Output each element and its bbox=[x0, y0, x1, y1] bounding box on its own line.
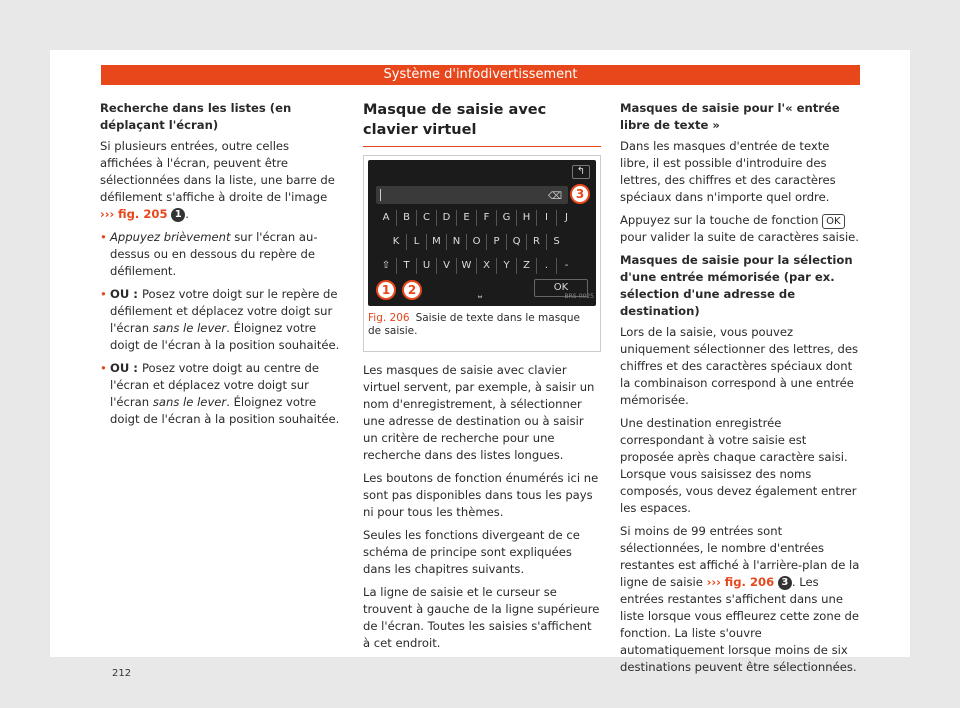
ok-key-symbol: OK bbox=[822, 214, 844, 229]
paragraph: Une destination enregistrée correspondant à votre saisie est proposée après chaque caractère saisi. Lorsque vous saisissez des noms composés, vous devez également entrer les espaces. bbox=[620, 416, 857, 515]
key-row3-4: W bbox=[456, 258, 476, 274]
space-key-icon: ⎵ bbox=[478, 287, 482, 298]
delete-icon: ⌫ bbox=[547, 191, 562, 202]
figure-206 bbox=[363, 155, 601, 352]
paragraph: La ligne de saisie et le curseur se trouvent à gauche de la ligne supérieure de l'écran. Toutes les saisies s'affichent à cet endroit. bbox=[363, 585, 600, 650]
keyboard-row-3 bbox=[376, 258, 576, 274]
paragraph: Seules les fonctions divergeant de ce schéma de principe sont expliquées dans les chapitres suivants. bbox=[363, 528, 580, 576]
key-row3-0: ⇧ bbox=[381, 260, 391, 271]
callout-marker: 1 bbox=[171, 208, 185, 222]
bullet-item: • Appuyez brièvement sur l'écran au-dessus ou en dessous du repère de défilement. bbox=[100, 230, 318, 278]
paragraph: Si moins de 99 entrées sont sélectionnées, le nombre d'entrées restantes est affiché à l'arrière-plan de la ligne de saisie ››› fig. 206 3 . Les entrées restantes s'affichent dans une liste lorsque vous effleurez cette zone de fonction. La liste s'ouvre automatiquement lorsque moins de six destinations peuvent être sélectionnées. bbox=[620, 524, 860, 674]
key-row2-2: M bbox=[426, 234, 446, 250]
page-sheet bbox=[50, 50, 910, 679]
key-row3-8: . bbox=[536, 258, 556, 274]
key-row1-0: A bbox=[382, 212, 390, 223]
key-row1-8: I bbox=[536, 210, 556, 226]
key-row3-9: - bbox=[556, 258, 576, 274]
key-row3-3: V bbox=[436, 258, 456, 274]
key-row2-3: N bbox=[446, 234, 466, 250]
key-row2-7: R bbox=[526, 234, 546, 250]
key-row3-2: U bbox=[416, 258, 436, 274]
keyboard-screen bbox=[368, 160, 596, 306]
column-2 bbox=[363, 100, 601, 658]
callout-3: 3 bbox=[570, 184, 590, 204]
bullet-dot-icon: • bbox=[100, 230, 107, 244]
section-title: Masque de saisie avec clavier virtuel bbox=[363, 100, 601, 147]
col3-heading-1: Masques de saisie pour l'« entrée libre de texte » bbox=[620, 101, 840, 132]
key-row3-7: Z bbox=[516, 258, 536, 274]
link-arrow[interactable]: ››› bbox=[100, 207, 115, 221]
key-row2-5: P bbox=[486, 234, 506, 250]
key-row1-9: J bbox=[556, 210, 576, 226]
page-header: Système d'infodivertissement bbox=[101, 65, 860, 85]
input-line bbox=[376, 186, 568, 204]
figure-caption: Fig. 206 Saisie de texte dans le masque de saisie. bbox=[368, 312, 580, 337]
key-row1-5: F bbox=[476, 210, 496, 226]
key-row3-1: T bbox=[396, 258, 416, 274]
figure-link-205[interactable]: fig. 205 bbox=[118, 207, 168, 221]
key-row3-6: Y bbox=[496, 258, 516, 274]
bullet-dot-icon: • bbox=[100, 287, 107, 301]
col1-heading: Recherche dans les listes (en déplaçant l'écran) bbox=[100, 101, 292, 132]
paragraph: Les masques de saisie avec clavier virtuel servent, par exemple, à saisir un nom d'enregistrement, à sélectionner une adresse de destination ou à saisir un critère de recherche pour une recherche dans des listes longues. bbox=[363, 363, 595, 462]
key-row2-8: S bbox=[546, 234, 566, 250]
keyboard-row-2 bbox=[386, 234, 566, 250]
ok-key: OK bbox=[534, 279, 588, 297]
text-cursor bbox=[380, 189, 381, 201]
paragraph: Lors de la saisie, vous pouvez uniquement sélectionner des lettres, des chiffres et des caractères spéciaux dont la combinaison correspond à une entrée mémorisée. bbox=[620, 325, 859, 407]
key-row2-6: Q bbox=[506, 234, 526, 250]
paragraph: Appuyez sur la touche de fonction OK pour valider la suite de caractères saisie. bbox=[620, 213, 859, 244]
bullet-item: • OU : Posez votre doigt sur le repère de défilement et déplacez votre doigt sur l'écran sans le lever. Éloignez votre doigt de l'écran à la position souhaitée. bbox=[100, 287, 340, 352]
key-row1-6: G bbox=[496, 210, 516, 226]
paragraph: Les boutons de fonction énumérés ici ne sont pas disponibles dans tous les pays ni pour tous les thèmes. bbox=[363, 471, 599, 519]
keyboard-row-1 bbox=[376, 210, 576, 226]
back-icon: ↰ bbox=[572, 165, 590, 179]
key-row3-5: X bbox=[476, 258, 496, 274]
key-row2-1: L bbox=[406, 234, 426, 250]
column-1 bbox=[100, 100, 345, 434]
key-row1-2: C bbox=[416, 210, 436, 226]
column-3 bbox=[620, 100, 862, 682]
callout-2: 2 bbox=[402, 280, 422, 300]
paragraph: Dans les masques d'entrée de texte libre, il est possible d'introduire des lettres, des chiffres et des caractères spéciaux dans n'importe quel ordre. bbox=[620, 139, 836, 204]
key-row1-4: E bbox=[456, 210, 476, 226]
callout-1: 1 bbox=[376, 280, 396, 300]
callout-marker: 3 bbox=[778, 576, 792, 590]
bullet-item: • OU : Posez votre doigt au centre de l'écran et déplacez votre doigt sur l'écran sans le lever. Éloignez votre doigt de l'écran à la position souhaitée. bbox=[100, 361, 340, 426]
col3-heading-2: Masques de saisie pour la sélection d'une entrée mémorisée (par ex. sélection d'une adresse de destination) bbox=[620, 253, 853, 318]
key-row2-0: K bbox=[392, 236, 400, 247]
link-arrow[interactable]: ››› bbox=[706, 575, 721, 589]
figure-link-206[interactable]: fig. 206 bbox=[724, 575, 775, 589]
key-row1-3: D bbox=[436, 210, 456, 226]
page-number: 212 bbox=[112, 668, 132, 679]
key-row1-7: H bbox=[516, 210, 536, 226]
bullet-dot-icon: • bbox=[100, 361, 107, 375]
col1-intro: Si plusieurs entrées, outre celles affichées à l'écran, peuvent être sélectionnées dans la liste, une barre de défilement s'affiche à droite de l'image ››› fig. 205 1 . bbox=[100, 139, 335, 221]
key-row2-4: O bbox=[466, 234, 486, 250]
image-code: BRS-0025 bbox=[564, 293, 594, 300]
key-row1-1: B bbox=[396, 210, 416, 226]
